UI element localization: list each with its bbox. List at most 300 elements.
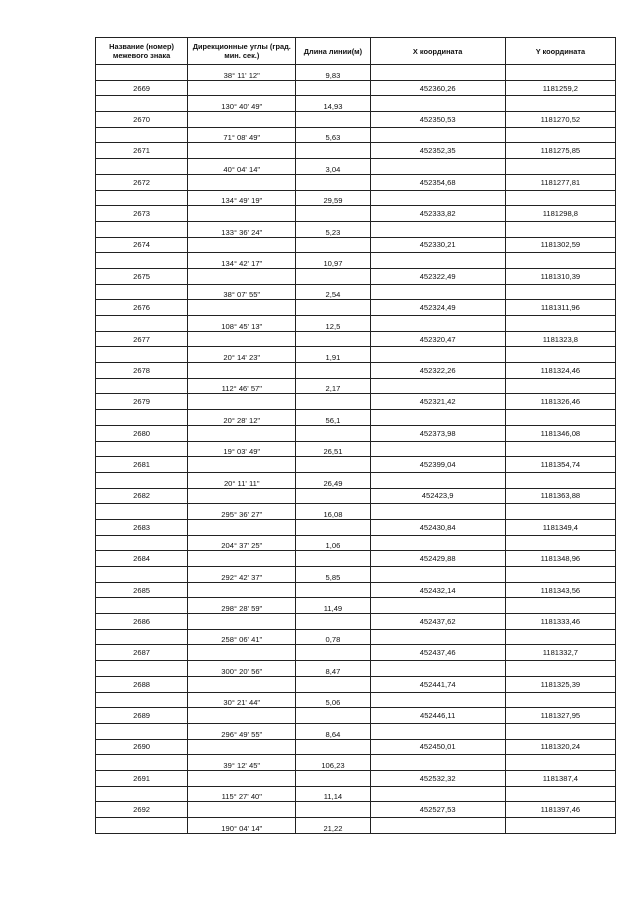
cell-y-coordinate [505,504,615,520]
cell-direction-angle: 30° 21' 44" [188,692,296,708]
cell-point-name [96,598,188,614]
table-row [96,519,616,535]
cell-x-coordinate: 452360,26 [370,80,505,96]
cell-point-name: 2672 [96,174,188,190]
table-row [96,112,616,128]
cell-point-name [96,472,188,488]
cell-point-name: 2673 [96,206,188,222]
table-row [96,739,616,755]
cell-point-name: 2675 [96,268,188,284]
cell-x-coordinate: 452322,26 [370,363,505,379]
cell-y-coordinate [505,441,615,457]
cell-direction-angle: 134° 42' 17" [188,253,296,269]
table-row [96,284,616,300]
cell-direction-angle [188,112,296,128]
cell-direction-angle: 134° 49' 19" [188,190,296,206]
table-row [96,378,616,394]
cell-line-length [296,614,370,630]
cell-y-coordinate [505,316,615,332]
cell-x-coordinate [370,723,505,739]
cell-x-coordinate [370,441,505,457]
cell-direction-angle: 298° 28' 59" [188,598,296,614]
cell-point-name: 2681 [96,457,188,473]
cell-line-length [296,80,370,96]
cell-x-coordinate: 452324,49 [370,300,505,316]
coordinates-table-sheet [95,37,616,834]
cell-x-coordinate [370,316,505,332]
cell-y-coordinate: 1181354,74 [505,457,615,473]
cell-direction-angle [188,457,296,473]
cell-x-coordinate: 452532,32 [370,770,505,786]
cell-y-coordinate [505,692,615,708]
cell-y-coordinate: 1181275,85 [505,143,615,159]
cell-y-coordinate: 1181270,52 [505,112,615,128]
table-row [96,174,616,190]
cell-y-coordinate: 1181332,7 [505,645,615,661]
cell-direction-angle [188,80,296,96]
cell-y-coordinate: 1181259,2 [505,80,615,96]
cell-line-length [296,268,370,284]
cell-y-coordinate: 1181324,46 [505,363,615,379]
cell-point-name [96,535,188,551]
cell-x-coordinate: 452430,84 [370,519,505,535]
cell-x-coordinate: 452330,21 [370,237,505,253]
table-row [96,598,616,614]
cell-point-name: 2680 [96,425,188,441]
table-header-row [96,38,616,65]
cell-line-length [296,551,370,567]
cell-direction-angle: 112° 46' 57" [188,378,296,394]
cell-x-coordinate: 452399,04 [370,457,505,473]
cell-direction-angle: 292° 42' 37" [188,567,296,583]
table-row [96,96,616,112]
cell-y-coordinate: 1181325,39 [505,676,615,692]
cell-y-coordinate [505,535,615,551]
table-row [96,206,616,222]
cell-direction-angle [188,268,296,284]
cell-point-name [96,723,188,739]
cell-x-coordinate [370,221,505,237]
cell-line-length [296,645,370,661]
cell-point-name: 2677 [96,331,188,347]
cell-direction-angle [188,645,296,661]
cell-x-coordinate: 452437,46 [370,645,505,661]
cell-y-coordinate: 1181327,95 [505,708,615,724]
table-row [96,629,616,645]
cell-line-length [296,519,370,535]
cell-direction-angle [188,237,296,253]
table-row [96,221,616,237]
cell-point-name: 2678 [96,363,188,379]
cell-direction-angle: 204° 37' 25" [188,535,296,551]
cell-line-length: 2,17 [296,378,370,394]
header-x: X координата [370,38,505,65]
cell-line-length: 8,47 [296,661,370,677]
cell-line-length [296,112,370,128]
cell-direction-angle [188,394,296,410]
cell-direction-angle: 295° 36' 27" [188,504,296,520]
cell-point-name [96,755,188,771]
cell-x-coordinate [370,598,505,614]
cell-y-coordinate [505,127,615,143]
cell-x-coordinate [370,818,505,834]
table-row [96,268,616,284]
cell-point-name: 2679 [96,394,188,410]
cell-y-coordinate [505,221,615,237]
table-row [96,65,616,81]
cell-point-name [96,378,188,394]
cell-x-coordinate [370,755,505,771]
cell-x-coordinate [370,190,505,206]
header-length: Длина линии(м) [296,38,370,65]
cell-point-name: 2686 [96,614,188,630]
cell-x-coordinate: 452429,88 [370,551,505,567]
table-row [96,425,616,441]
cell-y-coordinate [505,472,615,488]
cell-x-coordinate: 452423,9 [370,488,505,504]
cell-x-coordinate [370,504,505,520]
cell-point-name [96,818,188,834]
cell-direction-angle [188,143,296,159]
cell-x-coordinate: 452320,47 [370,331,505,347]
cell-direction-angle: 258° 06' 41" [188,629,296,645]
cell-direction-angle [188,363,296,379]
cell-direction-angle [188,676,296,692]
table-row [96,190,616,206]
cell-x-coordinate: 452350,53 [370,112,505,128]
cell-direction-angle: 133° 36' 24" [188,221,296,237]
cell-y-coordinate: 1181298,8 [505,206,615,222]
cell-direction-angle [188,425,296,441]
cell-y-coordinate [505,190,615,206]
cell-point-name [96,284,188,300]
table-row [96,582,616,598]
cell-point-name: 2691 [96,770,188,786]
cell-y-coordinate: 1181320,24 [505,739,615,755]
cell-y-coordinate: 1181397,46 [505,802,615,818]
cell-direction-angle: 71° 08' 49" [188,127,296,143]
table-row [96,504,616,520]
cell-line-length [296,237,370,253]
header-angle: Дирекционные углы (град. мин. сек.) [188,38,296,65]
table-row [96,457,616,473]
table-row [96,645,616,661]
table-row [96,316,616,332]
cell-y-coordinate [505,598,615,614]
cell-y-coordinate: 1181363,88 [505,488,615,504]
cell-line-length: 5,06 [296,692,370,708]
cell-point-name [96,127,188,143]
cell-direction-angle: 20° 14' 23" [188,347,296,363]
cell-point-name [96,692,188,708]
cell-direction-angle [188,770,296,786]
cell-line-length [296,425,370,441]
cell-point-name: 2684 [96,551,188,567]
cell-direction-angle: 39° 12' 45" [188,755,296,771]
cell-x-coordinate [370,96,505,112]
coordinates-table [95,37,616,834]
cell-line-length [296,802,370,818]
cell-x-coordinate: 452333,82 [370,206,505,222]
cell-y-coordinate [505,284,615,300]
cell-point-name: 2669 [96,80,188,96]
cell-y-coordinate [505,65,615,81]
cell-line-length [296,457,370,473]
cell-direction-angle: 38° 07' 55" [188,284,296,300]
cell-x-coordinate: 452354,68 [370,174,505,190]
cell-point-name [96,661,188,677]
cell-y-coordinate: 1181387,4 [505,770,615,786]
cell-point-name [96,441,188,457]
cell-line-length: 2,54 [296,284,370,300]
cell-x-coordinate [370,378,505,394]
cell-line-length [296,300,370,316]
cell-point-name [96,65,188,81]
cell-line-length: 21,22 [296,818,370,834]
cell-y-coordinate: 1181343,56 [505,582,615,598]
cell-line-length: 1,06 [296,535,370,551]
cell-line-length [296,394,370,410]
cell-line-length: 56,1 [296,410,370,426]
cell-line-length: 10,97 [296,253,370,269]
cell-y-coordinate [505,347,615,363]
cell-direction-angle [188,802,296,818]
cell-line-length [296,676,370,692]
table-row [96,661,616,677]
cell-point-name [96,159,188,175]
cell-point-name [96,567,188,583]
cell-line-length: 8,64 [296,723,370,739]
cell-line-length [296,582,370,598]
cell-line-length: 29,59 [296,190,370,206]
cell-y-coordinate [505,253,615,269]
cell-point-name [96,221,188,237]
cell-y-coordinate [505,378,615,394]
cell-y-coordinate [505,661,615,677]
cell-y-coordinate [505,159,615,175]
cell-y-coordinate: 1181349,4 [505,519,615,535]
cell-x-coordinate [370,472,505,488]
table-row [96,143,616,159]
table-row [96,818,616,834]
cell-y-coordinate: 1181333,46 [505,614,615,630]
table-row [96,300,616,316]
cell-point-name [96,96,188,112]
cell-x-coordinate [370,159,505,175]
table-row [96,159,616,175]
cell-y-coordinate: 1181346,08 [505,425,615,441]
cell-direction-angle: 38° 11' 12" [188,65,296,81]
cell-direction-angle [188,519,296,535]
cell-y-coordinate [505,818,615,834]
cell-direction-angle: 20° 28' 12" [188,410,296,426]
cell-line-length: 12,5 [296,316,370,332]
cell-point-name: 2674 [96,237,188,253]
cell-direction-angle [188,708,296,724]
cell-line-length: 16,08 [296,504,370,520]
cell-line-length: 106,23 [296,755,370,771]
cell-y-coordinate [505,96,615,112]
cell-x-coordinate [370,284,505,300]
cell-direction-angle: 300° 20' 56" [188,661,296,677]
cell-point-name: 2682 [96,488,188,504]
cell-point-name: 2687 [96,645,188,661]
table-row [96,535,616,551]
cell-y-coordinate [505,755,615,771]
cell-x-coordinate [370,65,505,81]
cell-x-coordinate [370,535,505,551]
table-row [96,755,616,771]
table-row [96,488,616,504]
table-row [96,614,616,630]
cell-direction-angle: 130° 40' 49" [188,96,296,112]
cell-point-name [96,410,188,426]
table-row [96,723,616,739]
cell-direction-angle [188,331,296,347]
cell-x-coordinate [370,692,505,708]
cell-point-name: 2676 [96,300,188,316]
cell-point-name: 2685 [96,582,188,598]
cell-y-coordinate: 1181323,8 [505,331,615,347]
table-row [96,347,616,363]
cell-line-length: 3,04 [296,159,370,175]
cell-direction-angle [188,614,296,630]
cell-direction-angle [188,582,296,598]
cell-point-name: 2670 [96,112,188,128]
table-row [96,80,616,96]
table-row [96,441,616,457]
cell-direction-angle: 296° 49' 55" [188,723,296,739]
table-row [96,551,616,567]
cell-line-length: 11,14 [296,786,370,802]
cell-y-coordinate: 1181277,81 [505,174,615,190]
cell-point-name [96,190,188,206]
cell-x-coordinate: 452432,14 [370,582,505,598]
table-row [96,567,616,583]
cell-y-coordinate: 1181311,96 [505,300,615,316]
cell-direction-angle: 190° 04' 14" [188,818,296,834]
cell-point-name: 2689 [96,708,188,724]
cell-line-length [296,143,370,159]
cell-point-name: 2692 [96,802,188,818]
cell-point-name [96,347,188,363]
cell-x-coordinate: 452352,35 [370,143,505,159]
cell-x-coordinate [370,127,505,143]
cell-point-name: 2690 [96,739,188,755]
table-row [96,237,616,253]
cell-y-coordinate: 1181326,46 [505,394,615,410]
cell-point-name: 2688 [96,676,188,692]
table-row [96,802,616,818]
table-row [96,472,616,488]
cell-direction-angle: 108° 45' 13" [188,316,296,332]
cell-line-length: 26,51 [296,441,370,457]
cell-x-coordinate: 452373,98 [370,425,505,441]
cell-y-coordinate [505,629,615,645]
cell-direction-angle [188,174,296,190]
table-row [96,363,616,379]
table-row [96,676,616,692]
cell-x-coordinate: 452450,01 [370,739,505,755]
cell-direction-angle: 115° 27' 40" [188,786,296,802]
table-row [96,127,616,143]
cell-x-coordinate: 452527,53 [370,802,505,818]
cell-line-length: 5,63 [296,127,370,143]
table-row [96,692,616,708]
header-name: Название (номер) межевого знака [96,38,188,65]
cell-y-coordinate: 1181310,39 [505,268,615,284]
cell-point-name [96,786,188,802]
cell-line-length: 9,83 [296,65,370,81]
cell-line-length: 5,23 [296,221,370,237]
cell-point-name: 2671 [96,143,188,159]
table-body [96,65,616,834]
cell-line-length [296,770,370,786]
cell-point-name [96,629,188,645]
cell-line-length [296,206,370,222]
cell-line-length [296,708,370,724]
cell-x-coordinate [370,253,505,269]
cell-line-length [296,363,370,379]
cell-x-coordinate [370,410,505,426]
cell-line-length: 26,49 [296,472,370,488]
cell-y-coordinate [505,723,615,739]
cell-x-coordinate [370,347,505,363]
cell-line-length [296,331,370,347]
cell-direction-angle [188,488,296,504]
cell-direction-angle: 40° 04' 14" [188,159,296,175]
cell-y-coordinate: 1181348,96 [505,551,615,567]
header-y: Y координата [505,38,615,65]
cell-direction-angle: 20° 11' 11" [188,472,296,488]
table-row [96,253,616,269]
cell-point-name [96,253,188,269]
cell-x-coordinate [370,567,505,583]
cell-line-length: 1,91 [296,347,370,363]
cell-y-coordinate [505,567,615,583]
cell-x-coordinate: 452322,49 [370,268,505,284]
cell-direction-angle [188,551,296,567]
cell-x-coordinate [370,629,505,645]
table-row [96,394,616,410]
cell-y-coordinate [505,410,615,426]
cell-x-coordinate: 452321,42 [370,394,505,410]
cell-x-coordinate [370,661,505,677]
cell-y-coordinate [505,786,615,802]
cell-line-length [296,488,370,504]
cell-line-length [296,739,370,755]
cell-point-name [96,316,188,332]
cell-line-length: 11,49 [296,598,370,614]
cell-x-coordinate: 452437,62 [370,614,505,630]
cell-x-coordinate: 452441,74 [370,676,505,692]
table-row [96,770,616,786]
cell-y-coordinate: 1181302,59 [505,237,615,253]
cell-direction-angle [188,300,296,316]
cell-line-length: 14,93 [296,96,370,112]
cell-direction-angle: 19° 03' 49" [188,441,296,457]
table-row [96,708,616,724]
table-row [96,331,616,347]
cell-point-name [96,504,188,520]
cell-line-length: 0,78 [296,629,370,645]
cell-point-name: 2683 [96,519,188,535]
cell-direction-angle [188,206,296,222]
cell-line-length [296,174,370,190]
cell-x-coordinate: 452446,11 [370,708,505,724]
cell-direction-angle [188,739,296,755]
table-row [96,410,616,426]
